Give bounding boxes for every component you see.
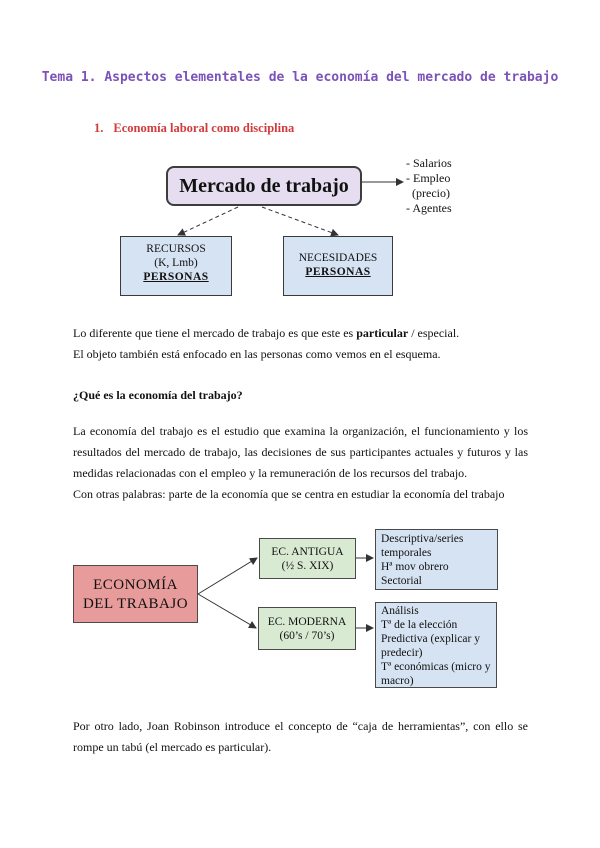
arrow-to-necesidades — [262, 207, 338, 235]
list-item: Análisis — [381, 605, 419, 617]
list-item: - Salarios — [406, 156, 452, 170]
list-item: Descriptiva/series temporales — [381, 533, 464, 559]
necesidades-box — [283, 236, 393, 296]
recursos-personas: PERSONAS — [143, 271, 209, 283]
box-line: (60’s / 70’s) — [279, 630, 335, 642]
antigua-characteristics-box — [375, 529, 498, 590]
list-item: Hª mov obrero — [381, 561, 449, 573]
box-line: EC. ANTIGUA — [271, 546, 344, 558]
paragraph-diferencia — [73, 323, 528, 365]
arrow-to-antigua — [198, 558, 257, 594]
paragraph-otras-palabras: Con otras palabras: parte de la economía que se centra en estudiar la economía del trabajo — [73, 487, 505, 501]
arrow-to-moderna — [198, 594, 256, 628]
box-line: DEL TRABAJO — [82, 596, 189, 612]
recursos-subtitle: (K, Lmb) — [154, 257, 198, 269]
arrow-to-recursos — [178, 207, 238, 235]
section-label: Economía laboral como disciplina — [113, 121, 295, 135]
section-heading — [94, 121, 294, 136]
list-item: (precio) — [406, 186, 450, 200]
ec-antigua-box — [259, 538, 356, 579]
moderna-characteristics-box — [375, 602, 497, 688]
necesidades-personas: PERSONAS — [305, 266, 371, 278]
mercado-de-trabajo-box: Mercado de trabajo — [166, 166, 362, 206]
list-item: Predictiva (explicar y predecir) — [381, 633, 480, 659]
economia-del-trabajo-box — [73, 565, 198, 623]
recursos-title: RECURSOS — [146, 243, 206, 255]
list-item: Sectorial — [381, 575, 422, 587]
box-line: EC. MODERNA — [267, 616, 347, 628]
page-title: Tema 1. Aspectos elementales de la economía del mercado de trabajo — [41, 70, 559, 85]
text-bold: particular — [356, 326, 409, 340]
list-item: - Agentes — [406, 201, 452, 215]
necesidades-title: NECESIDADES — [298, 252, 378, 264]
box-line: ECONOMÍA — [93, 577, 178, 593]
box-line: (½ S. XIX) — [281, 560, 334, 572]
text-line: El objeto también está enfocado en las personas como vemos en el esquema. — [73, 347, 441, 361]
recursos-box — [120, 236, 232, 296]
list-item: Tª de la elección — [381, 619, 458, 631]
ec-moderna-box — [258, 607, 356, 650]
list-item: Tª económicas (micro y macro) — [381, 661, 491, 687]
mercado-attributes-list — [406, 156, 452, 216]
text-run: / especial. — [408, 326, 460, 340]
question-heading: ¿Qué es la economía del trabajo? — [73, 388, 243, 402]
paragraph-definicion: La economía del trabajo es el estudio que examina la organización, el funcionamiento y los resultados del mercado de trabajo, las decisiones de sus participantes actuales y futuros y las medidas relacionadas con el empleo y la remuneración de los recursos del trabajo. — [73, 424, 528, 480]
text-run: Lo diferente que tiene el mercado de trabajo es que este es — [73, 326, 357, 340]
list-item: - Empleo — [406, 171, 451, 185]
section-number: 1. — [94, 121, 104, 135]
paragraph-robinson: Por otro lado, Joan Robinson introduce el concepto de “caja de herramientas”, con ello se rompe un tabú (el mercado es particular). — [73, 719, 528, 754]
